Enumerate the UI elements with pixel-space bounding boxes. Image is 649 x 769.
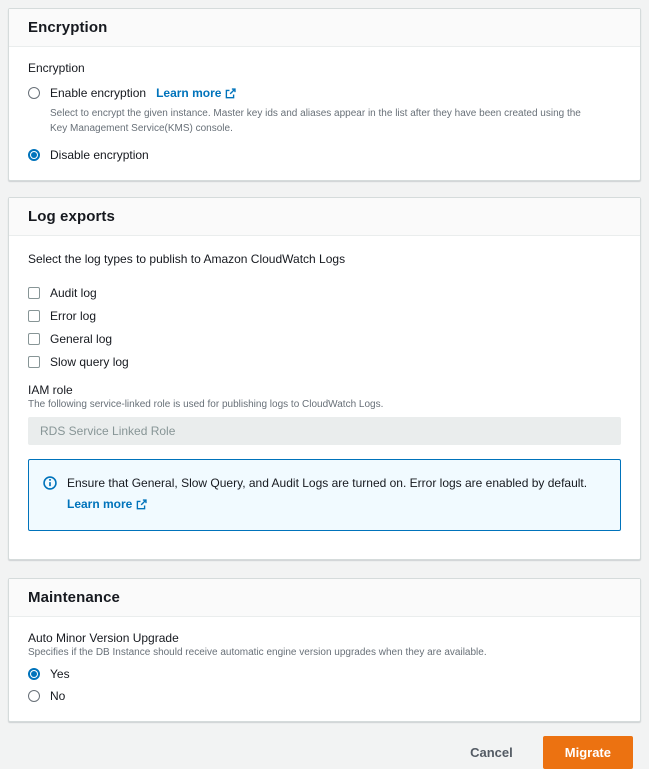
audit-log-option[interactable] [28,286,621,300]
log-exports-card [8,197,641,560]
maintenance-card-header [9,579,640,617]
info-alert-text: Ensure that General, Slow Query, and Audit Logs are turned on. Error logs are enabled by default. [67,476,588,490]
auto-minor-version-upgrade-description: Specifies if the DB Instance should receive automatic engine version upgrades when they are available. [28,647,487,658]
error-log-label[interactable]: Error log [50,309,97,323]
encryption-card-body [9,47,640,180]
alert-learn-more-link[interactable] [67,494,147,515]
upgrade-no-radio[interactable] [28,690,40,702]
disable-encryption-radio[interactable] [28,149,40,161]
enable-encryption-label[interactable]: Enable encryption [50,86,147,100]
general-log-checkbox[interactable] [28,333,40,345]
audit-log-checkbox[interactable] [28,287,40,299]
slow-query-log-option[interactable] [28,355,621,369]
general-log-label[interactable]: General log [50,332,113,346]
alert-learn-more-label: Learn more [67,497,133,511]
maintenance-card-body [9,617,640,721]
iam-role-description: The following service-linked role is used for publishing logs to CloudWatch Logs. [28,399,384,410]
migrate-button[interactable]: Migrate [543,736,633,769]
iam-role-label: IAM role [28,383,73,397]
enable-encryption-radio[interactable] [28,87,40,99]
disable-encryption-option[interactable] [28,148,621,162]
error-log-option[interactable] [28,309,621,323]
general-log-option[interactable] [28,332,621,346]
disable-encryption-label[interactable]: Disable encryption [50,148,149,162]
auto-minor-version-upgrade-label: Auto Minor Version Upgrade [28,631,179,645]
upgrade-yes-label[interactable]: Yes [50,667,70,681]
upgrade-yes-radio[interactable] [28,668,40,680]
log-exports-card-title: Log exports [28,208,115,225]
encryption-card-title: Encryption [28,19,108,36]
encryption-learn-more-label: Learn more [156,86,222,100]
encryption-card [8,8,641,181]
iam-role-input[interactable]: RDS Service Linked Role [28,417,621,445]
info-alert-text-wrap [67,473,606,515]
iam-role-section [28,383,621,445]
upgrade-no-option[interactable] [28,689,621,703]
footer-actions [8,722,641,769]
encryption-learn-more-link[interactable] [156,86,236,100]
encryption-card-header [9,9,640,47]
error-log-checkbox[interactable] [28,310,40,322]
external-link-icon [225,88,236,99]
slow-query-log-checkbox[interactable] [28,356,40,368]
upgrade-no-label[interactable]: No [50,689,66,703]
audit-log-label[interactable]: Audit log [50,286,97,300]
slow-query-log-label[interactable]: Slow query log [50,355,129,369]
encryption-field-label: Encryption [28,61,85,75]
maintenance-card [8,578,641,722]
info-alert [28,459,621,531]
info-icon [43,476,57,490]
external-link-icon [136,499,147,510]
enable-encryption-option[interactable] [28,86,621,100]
log-exports-intro: Select the log types to publish to Amazon CloudWatch Logs [28,252,346,266]
log-exports-card-header [9,198,640,236]
upgrade-yes-option[interactable] [28,667,621,681]
maintenance-card-title: Maintenance [28,589,120,606]
log-exports-card-body [9,236,640,559]
cancel-button[interactable]: Cancel [468,739,515,766]
enable-encryption-description: Select to encrypt the given instance. Master key ids and aliases appear in the list after they have been created using the Key Management Service(KMS) console. [50,108,581,134]
